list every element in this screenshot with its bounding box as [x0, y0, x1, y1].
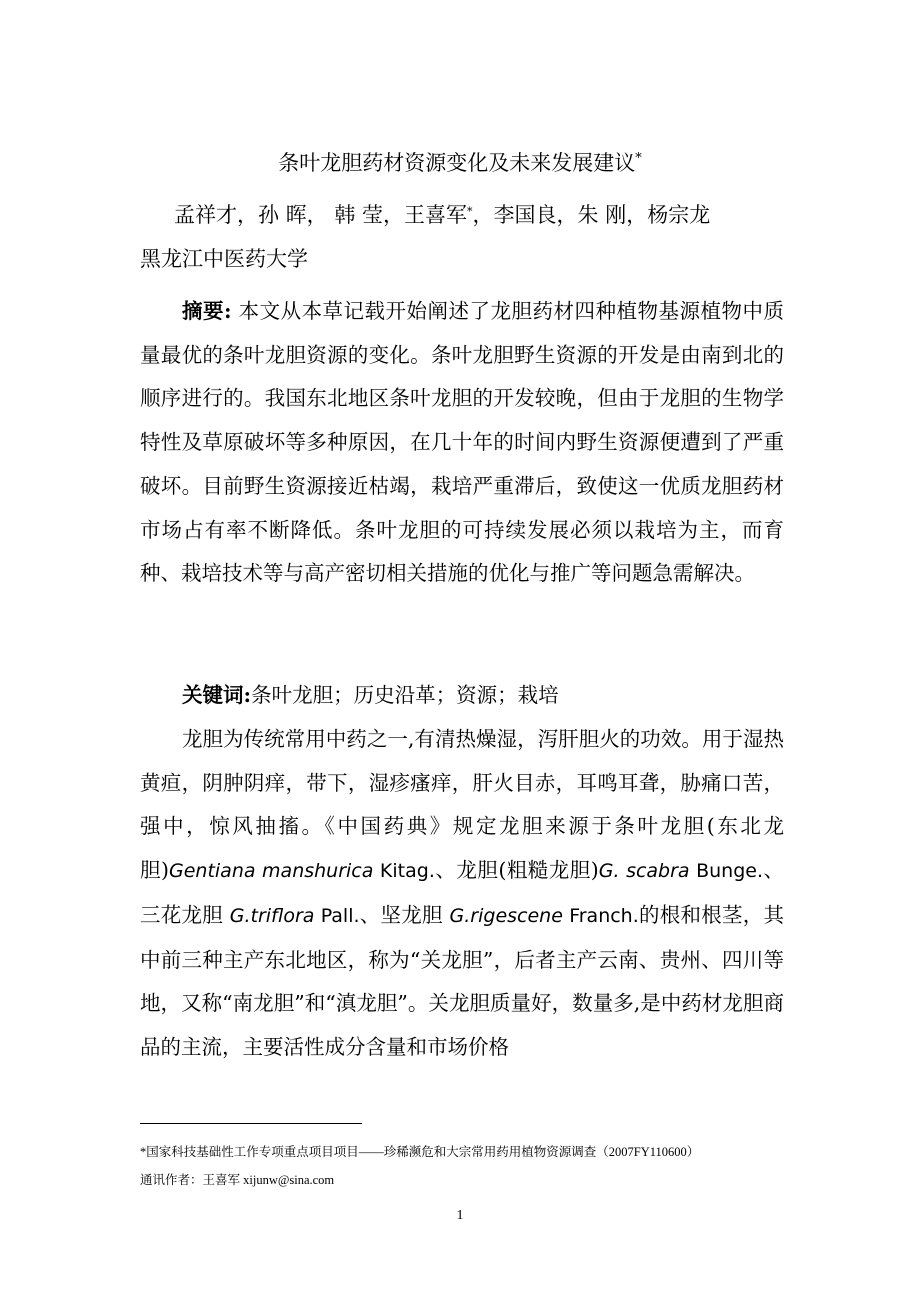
- abstract: [140, 290, 784, 596]
- abstract-text: 本文从本草记载开始阐述了龙胆药材四种植物基源植物中质量最优的条叶龙胆资源的变化。条叶龙胆野生资源的开发是由南到北的顺序进行的。我国东北地区条叶龙胆的开发较晚，但由于龙胆的生物学特性及草原破坏等多种原因，在几十年的时间内野生资源便遭到了严重破坏。目前野生资源接近枯竭，栽培严重滞后，致使这一优质龙胆药材市场占有率不断降低。条叶龙胆的可持续发展必须以栽培为主，而育种、栽培技术等与高产密切相关措施的优化与推广等问题急需解决。: [140, 299, 784, 586]
- keywords: [140, 674, 784, 718]
- title-footnote-marker: *: [635, 151, 642, 166]
- paper-title: 条叶龙胆药材资源变化及未来发展建议*: [278, 151, 642, 175]
- keywords-label: 关键词:: [182, 683, 252, 707]
- abstract-label: 摘要:: [182, 299, 232, 323]
- latin-name: Gentiana manshurica: [169, 860, 374, 883]
- keywords-text: 条叶龙胆；历史沿革；资源；栽培: [251, 683, 559, 707]
- footnote-divider: [140, 1123, 362, 1124]
- footnote-funding: *国家科技基础性工作专项重点项目项目——珍稀濒危和大宗常用药用植物资源调查（2007FY110600）: [140, 1145, 700, 1159]
- latin-name: G.triflora: [229, 904, 315, 927]
- corresponding-author-marker: *: [467, 205, 473, 218]
- footnote-contact: 通讯作者：王喜军 xijunw@sina.com: [140, 1173, 335, 1187]
- latin-name: G. scabra: [598, 860, 690, 883]
- intro-paragraph: 龙胆为传统常用中药之一,有清热燥湿，泻肝胆火的功效。用于湿热黄疸，阴肿阴痒，带下，湿疹瘙痒，肝火目赤，耳鸣耳聋，胁痛口苦，强中，惊风抽搐。《中国药典》规定龙胆来源于条叶龙胆(东北龙胆)Gentiana manshurica Kitag.、龙胆(粗糙龙胆)G. scabra Bunge.、三花龙胆 G.triflora Pall.、坚龙胆 G.rigescene Franch.的根和根茎，其中前三种主产东北地区，称为“关龙胆”，后者主产云南、贵州、四川等地，又称“南龙胆”和“滇龙胆”。关龙胆质量好，数量多,是中药材龙胆商品的主流，主要活性成分含量和市场价格: [140, 727, 785, 1059]
- affiliation: 黑龙江中医药大学: [140, 247, 308, 271]
- latin-name: G.rigescene: [449, 904, 563, 927]
- page-number: 1: [456, 1208, 464, 1223]
- author-list: 孟祥才，孙 晖， 韩 莹，王喜军*，李国良，朱 刚，杨宗龙: [174, 203, 711, 227]
